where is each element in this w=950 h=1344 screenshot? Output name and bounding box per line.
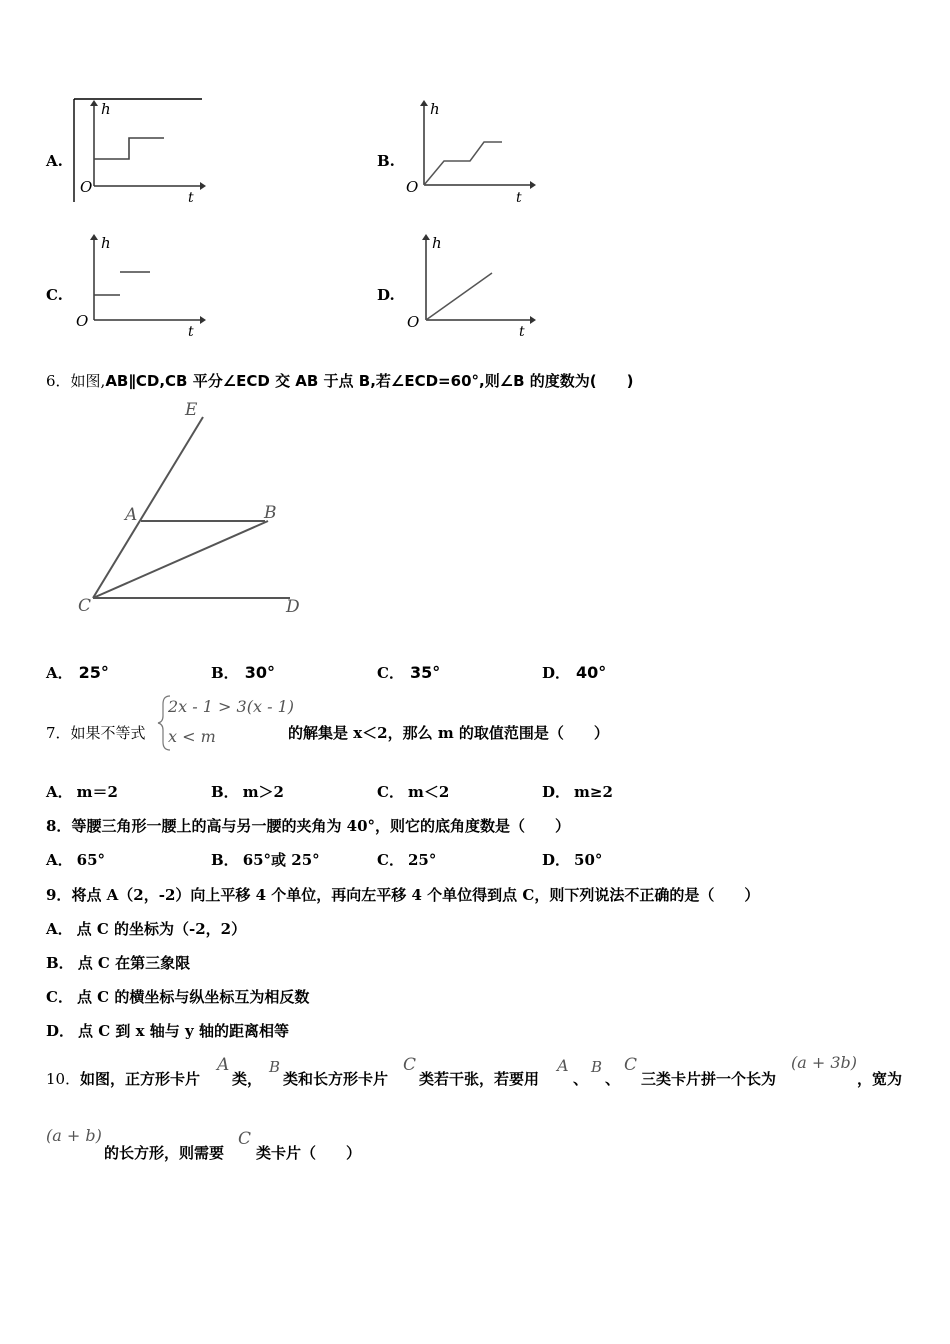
q8-option-b [211, 849, 320, 870]
graph-d-h-arrow [422, 234, 430, 240]
q8-number: 8． [46, 817, 72, 835]
q8-option-b-label: B． [211, 851, 239, 869]
q5-option-a-label: A. [46, 152, 63, 170]
line-ce [93, 417, 203, 598]
graph-a-h-label: h [101, 100, 111, 118]
q6-text-pre: 如图, [70, 372, 106, 390]
q8-option-d [542, 849, 602, 870]
q5-graph-b [402, 98, 537, 203]
graph-c-t-arrow [200, 316, 206, 324]
q9-option-a [46, 918, 246, 939]
q6-option-b-value: 30° [244, 663, 275, 682]
q10-sep-2: 、 [605, 1070, 621, 1088]
graph-d-h-label: h [432, 234, 442, 252]
point-e-label: E [185, 400, 198, 420]
q10-text-6: ，宽为 [857, 1070, 903, 1088]
q7-system-line2: x < m [168, 727, 216, 746]
q8-option-a [46, 849, 105, 870]
q10-text-2: 类， [232, 1070, 263, 1088]
q7-system-line1: 2x - 1 > 3(x - 1) [168, 697, 294, 716]
q5-graph-c [72, 232, 207, 337]
q10-text-1: 如图，正方形卡片 [80, 1070, 201, 1088]
q7-option-a-label: A． [46, 783, 73, 801]
q7-number: 7． [46, 724, 71, 742]
graph-d-origin: O [407, 313, 420, 331]
q9-option-d [46, 1020, 289, 1041]
q9-option-d-value: 点 C 到 x 轴与 y 轴的距离相等 [78, 1022, 289, 1040]
q10-expr-length: (a + 3b) [791, 1053, 858, 1072]
line-cb [93, 521, 268, 598]
q5-graph-d [402, 232, 537, 337]
graph-a-line [94, 138, 164, 159]
q6-option-a-label: A． [46, 664, 73, 682]
q9-option-a-label: A． [46, 920, 73, 938]
q9-option-a-value: 点 C 的坐标为（-2，2） [76, 920, 247, 938]
q8-option-a-label: A． [46, 851, 73, 869]
graph-c-origin: O [76, 312, 89, 330]
q6-figure [70, 398, 315, 623]
q10-number: 10． [46, 1070, 81, 1088]
q10-math-b: B [269, 1058, 281, 1076]
q7-option-c-label: C． [377, 783, 404, 801]
q9-text: 将点 A（2，-2）向上平移 4 个单位，再向左平移 4 个单位得到点 C，则下列说法不正确的是（ ） [71, 886, 760, 904]
q7-option-c-value: m＜2 [407, 783, 450, 801]
q10-expr-width: (a + b) [46, 1126, 102, 1145]
q9-option-b-value: 点 C 在第三象限 [77, 954, 191, 972]
q8-option-a-value: 65° [76, 851, 106, 869]
q7-text-post: 的解集是 x＜2，那么 m 的取值范围是（ ） [288, 724, 609, 742]
graph-b-t-arrow [530, 181, 536, 189]
q6-number: 6． [46, 372, 71, 390]
q9-option-c-value: 点 C 的横坐标与纵坐标互为相反数 [76, 988, 310, 1006]
q6-option-d [542, 662, 606, 683]
graph-a-t-label: t [188, 190, 194, 203]
q6-option-d-value: 40° [576, 663, 607, 682]
q7-option-b [211, 781, 284, 802]
q9-number: 9． [46, 886, 72, 904]
q5-option-d-label: D. [377, 286, 395, 304]
graph-a-h-arrow [90, 100, 98, 106]
q8-stem [46, 815, 570, 836]
q10-math-a2: A [557, 1056, 569, 1075]
q10-math-c: C [403, 1055, 417, 1075]
graph-a-origin: O [80, 178, 93, 196]
q7-option-a [46, 781, 118, 802]
q10-text-3: 类和长方形卡片 [283, 1070, 389, 1088]
q7-option-b-value: m＞2 [242, 783, 284, 801]
q6-stem [46, 370, 634, 391]
q10-text-8: 类卡片（ ） [256, 1144, 362, 1162]
point-d-label: D [286, 597, 300, 617]
graph-b-h-arrow [420, 100, 428, 106]
graph-b-origin: O [406, 178, 419, 196]
q10-text-5: 三类卡片拼一个长为 [641, 1070, 777, 1088]
q6-option-a-value: 25° [78, 663, 109, 682]
q6-option-a [46, 662, 109, 683]
q7-option-d [542, 781, 613, 802]
q9-option-b [46, 952, 190, 973]
q6-option-d-label: D． [542, 664, 571, 682]
graph-b-h-label: h [430, 100, 440, 118]
q8-option-c-value: 25° [407, 851, 437, 869]
q9-option-c [46, 986, 309, 1007]
point-a-label: A [125, 505, 138, 525]
point-c-label: C [78, 596, 92, 616]
graph-a-t-arrow [200, 182, 206, 190]
graph-c-h-label: h [101, 234, 111, 252]
q6-option-b [211, 662, 275, 683]
graph-d-t-arrow [530, 316, 536, 324]
q7-option-d-value: m≥2 [574, 783, 613, 801]
q8-option-d-value: 50° [574, 851, 603, 869]
q9-stem [46, 884, 759, 905]
q10-sep-1: 、 [573, 1070, 589, 1088]
q9-option-b-label: B． [46, 954, 74, 972]
q10-text-4: 类若干张，若要用 [419, 1070, 540, 1088]
q6-option-c-value: 35° [409, 663, 441, 682]
q10-math-c3: C [238, 1129, 252, 1149]
graph-b-t-label: t [516, 190, 522, 203]
q10-math-b2: B [591, 1058, 603, 1076]
q5-option-c-label: C. [46, 286, 63, 304]
q7-option-d-label: D． [542, 783, 571, 801]
q8-text: 等腰三角形一腰上的高与另一腰的夹角为 40°，则它的底角度数是（ ） [71, 817, 571, 835]
q5-graph-a [72, 98, 207, 203]
q10-math-a: A [217, 1055, 230, 1075]
q10-text-7: 的长方形，则需要 [104, 1144, 225, 1162]
q7-option-b-label: B． [211, 783, 239, 801]
point-b-label: B [264, 503, 277, 523]
graph-c-h-arrow [90, 234, 98, 240]
q6-option-c-label: C． [377, 664, 404, 682]
q6-option-b-label: B． [211, 664, 239, 682]
graph-b-line [424, 142, 502, 185]
q8-option-b-value: 65°或 25° [242, 851, 320, 869]
q8-option-c [377, 849, 436, 870]
q9-option-c-label: C． [46, 988, 73, 1006]
q8-option-d-label: D． [542, 851, 571, 869]
q7-option-a-value: m＝2 [76, 783, 118, 801]
q6-option-c [377, 662, 440, 683]
graph-c-t-label: t [188, 324, 194, 337]
q7-option-c [377, 781, 449, 802]
q8-option-c-label: C． [377, 851, 404, 869]
q10-math-c2: C [624, 1055, 638, 1075]
graph-d-line [426, 273, 492, 320]
q5-option-b-label: B. [377, 152, 395, 170]
q6-text-bold: AB∥CD,CB 平分∠ECD 交 AB 于点 B,若∠ECD=60°,则∠B 的度数为( ) [105, 372, 634, 390]
graph-d-t-label: t [519, 324, 525, 337]
q7-number-text [46, 722, 146, 743]
q7-text-pre: 如果不等式 [70, 724, 146, 742]
q9-option-d-label: D． [46, 1022, 75, 1040]
